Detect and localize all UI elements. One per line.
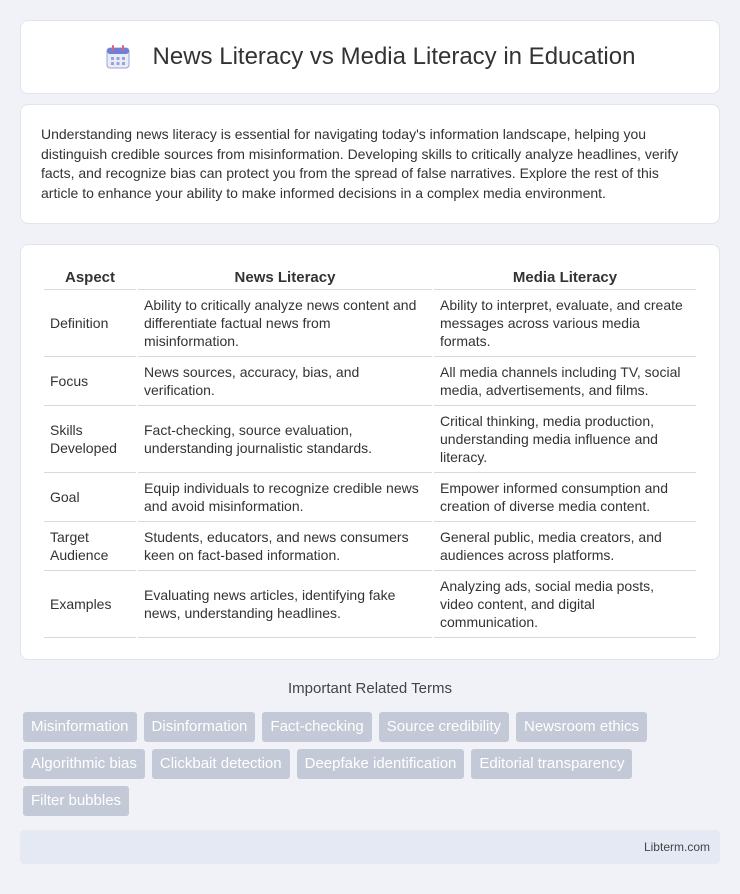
- news-cell: Ability to critically analyze news content and differentiate factual news from misinformation.: [138, 290, 432, 357]
- tag-fact-checking[interactable]: Fact-checking: [262, 712, 371, 742]
- header-news-literacy: News Literacy: [138, 265, 432, 290]
- intro-text: Understanding news literacy is essential for navigating today's information landscape, helping you distinguish credible sources from misinformation. Developing skills to critically analyze headlines, verify facts, and recognize bias can protect you from the spread of false narratives. Explore the rest of this article to enhance your ability to make informed decisions in a complex media environment.: [41, 126, 679, 201]
- tag-editorial-transparency[interactable]: Editorial transparency: [471, 749, 632, 779]
- related-terms-list: [23, 712, 703, 816]
- tag-misinformation[interactable]: Misinformation: [23, 712, 137, 742]
- tag-deepfake-identification[interactable]: Deepfake identification: [297, 749, 465, 779]
- intro-card: [20, 104, 720, 224]
- media-cell: Ability to interpret, evaluate, and create messages across various media formats.: [434, 290, 696, 357]
- comparison-card: [20, 244, 720, 660]
- header-media-literacy: Media Literacy: [434, 265, 696, 290]
- aspect-cell: Target Audience: [44, 522, 136, 571]
- media-cell: Critical thinking, media production, understanding media influence and literacy.: [434, 406, 696, 473]
- table-row: [44, 522, 696, 571]
- news-cell: Evaluating news articles, identifying fake news, understanding headlines.: [138, 571, 432, 638]
- comparison-table: [42, 265, 698, 638]
- media-cell: Analyzing ads, social media posts, video content, and digital communication.: [434, 571, 696, 638]
- tag-newsroom-ethics[interactable]: Newsroom ethics: [516, 712, 647, 742]
- calendar-icon: [105, 44, 131, 70]
- news-cell: Students, educators, and news consumers keen on fact-based information.: [138, 522, 432, 571]
- table-header-row: [44, 265, 696, 290]
- related-terms-title: Important Related Terms: [288, 680, 452, 697]
- media-cell: Empower informed consumption and creation of diverse media content.: [434, 473, 696, 522]
- aspect-cell: Goal: [44, 473, 136, 522]
- aspect-cell: Examples: [44, 571, 136, 638]
- news-cell: Fact-checking, source evaluation, understanding journalistic standards.: [138, 406, 432, 473]
- tag-source-credibility[interactable]: Source credibility: [379, 712, 509, 742]
- media-cell: All media channels including TV, social media, advertisements, and films.: [434, 357, 696, 406]
- tag-disinformation[interactable]: Disinformation: [144, 712, 256, 742]
- tag-filter-bubbles[interactable]: Filter bubbles: [23, 786, 129, 816]
- table-row: [44, 357, 696, 406]
- table-row: [44, 473, 696, 522]
- tag-algorithmic-bias[interactable]: Algorithmic bias: [23, 749, 145, 779]
- table-row: [44, 406, 696, 473]
- aspect-cell: Definition: [44, 290, 136, 357]
- news-cell: Equip individuals to recognize credible news and avoid misinformation.: [138, 473, 432, 522]
- tag-clickbait-detection[interactable]: Clickbait detection: [152, 749, 290, 779]
- media-cell: General public, media creators, and audiences across platforms.: [434, 522, 696, 571]
- footer-site-link[interactable]: Libterm.com: [643, 840, 710, 854]
- page-title: News Literacy vs Media Literacy in Education: [152, 43, 636, 70]
- footer: [20, 830, 720, 864]
- table-row: [44, 571, 696, 638]
- news-cell: News sources, accuracy, bias, and verification.: [138, 357, 432, 406]
- aspect-cell: Focus: [44, 357, 136, 406]
- header-aspect: Aspect: [44, 265, 136, 290]
- title-card: [20, 20, 720, 94]
- aspect-cell: Skills Developed: [44, 406, 136, 473]
- table-row: [44, 290, 696, 357]
